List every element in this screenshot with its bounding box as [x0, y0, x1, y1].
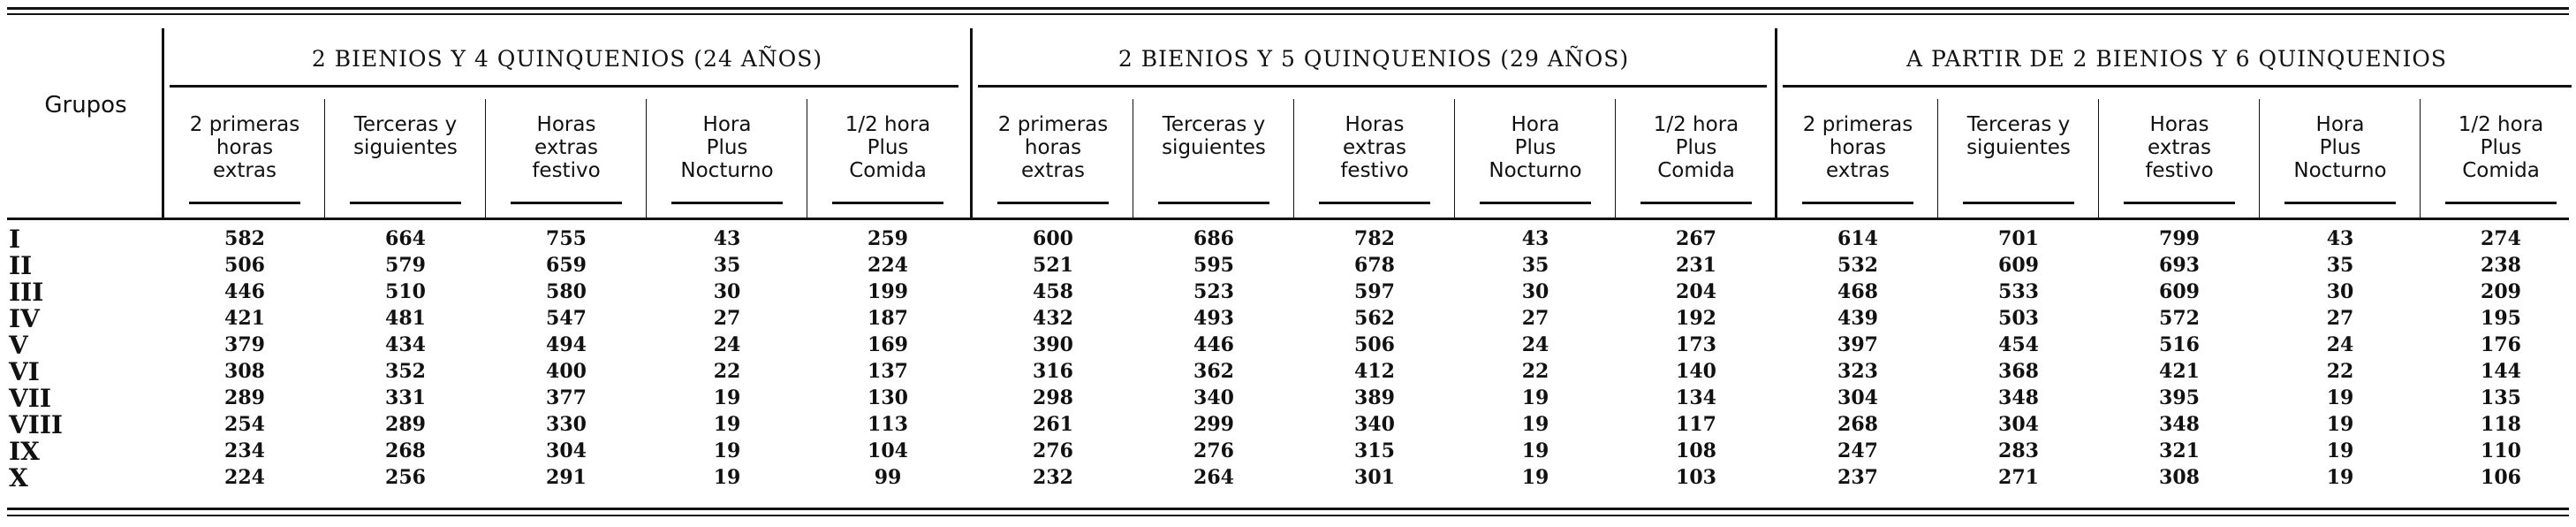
table-cell: 30: [1521, 280, 1549, 303]
column-header: Terceras y siguientes: [1966, 113, 2071, 159]
table-cell: 446: [1193, 333, 1234, 356]
table-cell: 397: [1837, 333, 1878, 356]
table-cell: 521: [1033, 254, 1073, 277]
column-header-underline: [671, 202, 783, 204]
table-cell: 30: [2326, 280, 2354, 303]
table-cell: 533: [1998, 280, 2039, 303]
table-cell: 274: [2481, 227, 2521, 250]
table-cell: 609: [1998, 254, 2039, 277]
row-label: V: [9, 331, 28, 360]
table-cell: 289: [224, 386, 265, 409]
table-cell: 579: [385, 254, 426, 277]
group-3-title-underline: [1783, 85, 2572, 88]
table-cell: 283: [1998, 439, 2039, 462]
table-cell: 377: [546, 386, 587, 409]
table-cell: 664: [385, 227, 426, 250]
table-cell: 352: [385, 360, 426, 383]
table-cell: 268: [385, 439, 426, 462]
table-cell: 308: [224, 360, 265, 383]
table-cell: 19: [713, 413, 741, 436]
row-header-grupos: Grupos: [44, 92, 127, 118]
table-cell: 195: [2481, 307, 2521, 330]
group-2-title: 2 BIENIOS Y 5 QUINQUENIOS (29 AÑOS): [1118, 46, 1630, 72]
table-cell: 43: [1521, 227, 1549, 250]
table-cell: 27: [2326, 307, 2354, 330]
column-header-underline: [997, 202, 1109, 204]
table-cell: 348: [2159, 413, 2200, 436]
column-header-underline: [1158, 202, 1269, 204]
row-label: VII: [9, 384, 51, 413]
column-header-underline: [832, 202, 943, 204]
table-cell: 298: [1033, 386, 1073, 409]
table-cell: 494: [546, 333, 587, 356]
table-cell: 316: [1033, 360, 1073, 383]
table-cell: 362: [1193, 360, 1234, 383]
table-cell: 19: [1521, 439, 1549, 462]
table-cell: 19: [2326, 413, 2354, 436]
table-cell: 301: [1354, 466, 1395, 489]
table-cell: 173: [1676, 333, 1716, 356]
table-cell: 187: [868, 307, 908, 330]
column-header: 2 primeras horas extras: [997, 113, 1109, 182]
table-cell: 368: [1998, 360, 2039, 383]
table-cell: 439: [1837, 307, 1878, 330]
group-3-title: A PARTIR DE 2 BIENIOS Y 6 QUINQUENIOS: [1906, 46, 2447, 72]
table-cell: 232: [1033, 466, 1073, 489]
column-header: Hora Plus Nocturno: [1489, 113, 1582, 182]
table-cell: 799: [2159, 227, 2200, 250]
column-separator: [1615, 99, 1616, 218]
table-cell: 291: [546, 466, 587, 489]
table-cell: 261: [1033, 413, 1073, 436]
table-cell: 104: [868, 439, 908, 462]
table-cell: 600: [1033, 227, 1073, 250]
table-cell: 118: [2481, 413, 2521, 436]
group-1-title-underline: [170, 85, 958, 88]
table-cell: 340: [1354, 413, 1395, 436]
row-label: IV: [9, 304, 40, 333]
table-cell: 35: [713, 254, 741, 277]
table-cell: 446: [224, 280, 265, 303]
table-cell: 468: [1837, 280, 1878, 303]
table-cell: 231: [1676, 254, 1716, 277]
table-cell: 19: [1521, 386, 1549, 409]
table-cell: 27: [1521, 307, 1549, 330]
table-cell: 224: [224, 466, 265, 489]
column-header-underline: [1963, 202, 2074, 204]
table-cell: 330: [546, 413, 587, 436]
table-cell: 659: [546, 254, 587, 277]
table-cell: 516: [2159, 333, 2200, 356]
table-cell: 379: [224, 333, 265, 356]
table-cell: 271: [1998, 466, 2039, 489]
row-label: II: [9, 251, 33, 280]
table-cell: 204: [1676, 280, 1716, 303]
column-header: Hora Plus Nocturno: [680, 113, 774, 182]
table-cell: 19: [2326, 466, 2354, 489]
table-cell: 510: [385, 280, 426, 303]
table-cell: 678: [1354, 254, 1395, 277]
table-cell: 693: [2159, 254, 2200, 277]
table-cell: 458: [1033, 280, 1073, 303]
table-cell: 224: [868, 254, 908, 277]
table-cell: 323: [1837, 360, 1878, 383]
table-cell: 99: [874, 466, 902, 489]
table-cell: 412: [1354, 360, 1395, 383]
table-cell: 400: [546, 360, 587, 383]
table-cell: 24: [713, 333, 741, 356]
table-cell: 267: [1676, 227, 1716, 250]
table-cell: 247: [1837, 439, 1878, 462]
top-rule-outer: [7, 7, 2569, 10]
table-cell: 434: [385, 333, 426, 356]
table-cell: 304: [1998, 413, 2039, 436]
table-cell: 134: [1676, 386, 1716, 409]
column-header-underline: [1802, 202, 1913, 204]
table-cell: 209: [2481, 280, 2521, 303]
table-cell: 35: [1521, 254, 1549, 277]
column-header: Hora Plus Nocturno: [2293, 113, 2387, 182]
table-cell: 580: [546, 280, 587, 303]
column-separator: [2420, 99, 2421, 218]
table-cell: 276: [1033, 439, 1073, 462]
table-cell: 503: [1998, 307, 2039, 330]
table-cell: 481: [385, 307, 426, 330]
table-cell: 117: [1676, 413, 1716, 436]
table-cell: 454: [1998, 333, 2039, 356]
table-cell: 259: [868, 227, 908, 250]
top-rule-inner: [7, 13, 2569, 15]
column-header-underline: [1319, 202, 1430, 204]
table-cell: 532: [1837, 254, 1878, 277]
row-label: III: [9, 278, 44, 307]
column-separator: [2259, 99, 2260, 218]
bottom-rule-outer: [7, 515, 2569, 516]
table-cell: 340: [1193, 386, 1234, 409]
table-cell: 432: [1033, 307, 1073, 330]
table-cell: 176: [2481, 333, 2521, 356]
table-cell: 199: [868, 280, 908, 303]
column-header: 1/2 hora Plus Comida: [2458, 113, 2544, 182]
table-cell: 24: [2326, 333, 2354, 356]
column-separator: [646, 99, 647, 218]
table-cell: 19: [2326, 439, 2354, 462]
table-cell: 308: [2159, 466, 2200, 489]
column-header-underline: [1480, 202, 1591, 204]
column-header-underline: [2445, 202, 2557, 204]
table-cell: 701: [1998, 227, 2039, 250]
column-header: Horas extras festivo: [532, 113, 601, 182]
table-cell: 43: [713, 227, 741, 250]
table-cell: 43: [2326, 227, 2354, 250]
table-cell: 582: [224, 227, 265, 250]
column-header-underline: [350, 202, 461, 204]
column-header: Horas extras festivo: [2145, 113, 2214, 182]
table-cell: 755: [546, 227, 587, 250]
table-cell: 390: [1033, 333, 1073, 356]
table-cell: 299: [1193, 413, 1234, 436]
table-cell: 103: [1676, 466, 1716, 489]
table-cell: 106: [2481, 466, 2521, 489]
table-cell: 348: [1998, 386, 2039, 409]
table-cell: 169: [868, 333, 908, 356]
table-cell: 493: [1193, 307, 1234, 330]
table-cell: 609: [2159, 280, 2200, 303]
table-cell: 389: [1354, 386, 1395, 409]
row-label: IX: [9, 437, 40, 466]
table-cell: 237: [1837, 466, 1878, 489]
table-cell: 256: [385, 466, 426, 489]
table-cell: 30: [713, 280, 741, 303]
table-cell: 523: [1193, 280, 1234, 303]
table-cell: 547: [546, 307, 587, 330]
table-cell: 130: [868, 386, 908, 409]
table-cell: 595: [1193, 254, 1234, 277]
table-cell: 140: [1676, 360, 1716, 383]
table-cell: 506: [224, 254, 265, 277]
table-cell: 19: [1521, 413, 1549, 436]
table-cell: 27: [713, 307, 741, 330]
column-header-underline: [2124, 202, 2235, 204]
column-header: Horas extras festivo: [1340, 113, 1409, 182]
table-cell: 24: [1521, 333, 1549, 356]
table-cell: 19: [713, 466, 741, 489]
column-separator: [1454, 99, 1455, 218]
table-cell: 289: [385, 413, 426, 436]
table-cell: 234: [224, 439, 265, 462]
group-2-title-underline: [978, 85, 1767, 88]
column-header-underline: [511, 202, 622, 204]
table-cell: 395: [2159, 386, 2200, 409]
bottom-rule-inner: [7, 508, 2569, 510]
table-cell: 315: [1354, 439, 1395, 462]
table-cell: 321: [2159, 439, 2200, 462]
column-header: Terceras y siguientes: [353, 113, 458, 159]
row-label: X: [9, 463, 28, 493]
table-cell: 22: [2326, 360, 2354, 383]
row-label: VIII: [9, 410, 64, 439]
table-cell: 562: [1354, 307, 1395, 330]
column-header: 1/2 hora Plus Comida: [1653, 113, 1739, 182]
row-label: VI: [9, 357, 40, 386]
table-cell: 108: [1676, 439, 1716, 462]
table-cell: 597: [1354, 280, 1395, 303]
table-cell: 506: [1354, 333, 1395, 356]
table-cell: 686: [1193, 227, 1234, 250]
column-header-underline: [189, 202, 300, 204]
column-header: 1/2 hora Plus Comida: [845, 113, 931, 182]
table-cell: 614: [1837, 227, 1878, 250]
table-cell: 137: [868, 360, 908, 383]
row-label: I: [9, 225, 21, 254]
table-cell: 304: [1837, 386, 1878, 409]
table-cell: 22: [713, 360, 741, 383]
table-cell: 268: [1837, 413, 1878, 436]
column-separator: [1937, 99, 1938, 218]
table-cell: 421: [224, 307, 265, 330]
table-cell: 19: [713, 386, 741, 409]
table-cell: 276: [1193, 439, 1234, 462]
table-cell: 782: [1354, 227, 1395, 250]
table-cell: 254: [224, 413, 265, 436]
table-cell: 19: [713, 439, 741, 462]
table-cell: 35: [2326, 254, 2354, 277]
table-cell: 135: [2481, 386, 2521, 409]
column-header: Terceras y siguientes: [1162, 113, 1266, 159]
table-cell: 421: [2159, 360, 2200, 383]
table-cell: 19: [2326, 386, 2354, 409]
table-cell: 192: [1676, 307, 1716, 330]
table-cell: 22: [1521, 360, 1549, 383]
header-bottom-rule: [7, 218, 2569, 220]
table-cell: 144: [2481, 360, 2521, 383]
column-header: 2 primeras horas extras: [1802, 113, 1913, 182]
table-cell: 113: [868, 413, 908, 436]
column-separator: [1293, 99, 1294, 218]
column-separator: [2098, 99, 2099, 218]
column-separator: [485, 99, 486, 218]
column-header: 2 primeras horas extras: [189, 113, 300, 182]
table-cell: 238: [2481, 254, 2521, 277]
table-cell: 572: [2159, 307, 2200, 330]
table-cell: 264: [1193, 466, 1234, 489]
group-1-title: 2 BIENIOS Y 4 QUINQUENIOS (24 AÑOS): [311, 46, 823, 72]
table-cell: 110: [2481, 439, 2521, 462]
column-header-underline: [1640, 202, 1752, 204]
column-separator: [324, 99, 325, 218]
table-cell: 331: [385, 386, 426, 409]
table-cell: 304: [546, 439, 587, 462]
table-cell: 19: [1521, 466, 1549, 489]
column-header-underline: [2284, 202, 2396, 204]
